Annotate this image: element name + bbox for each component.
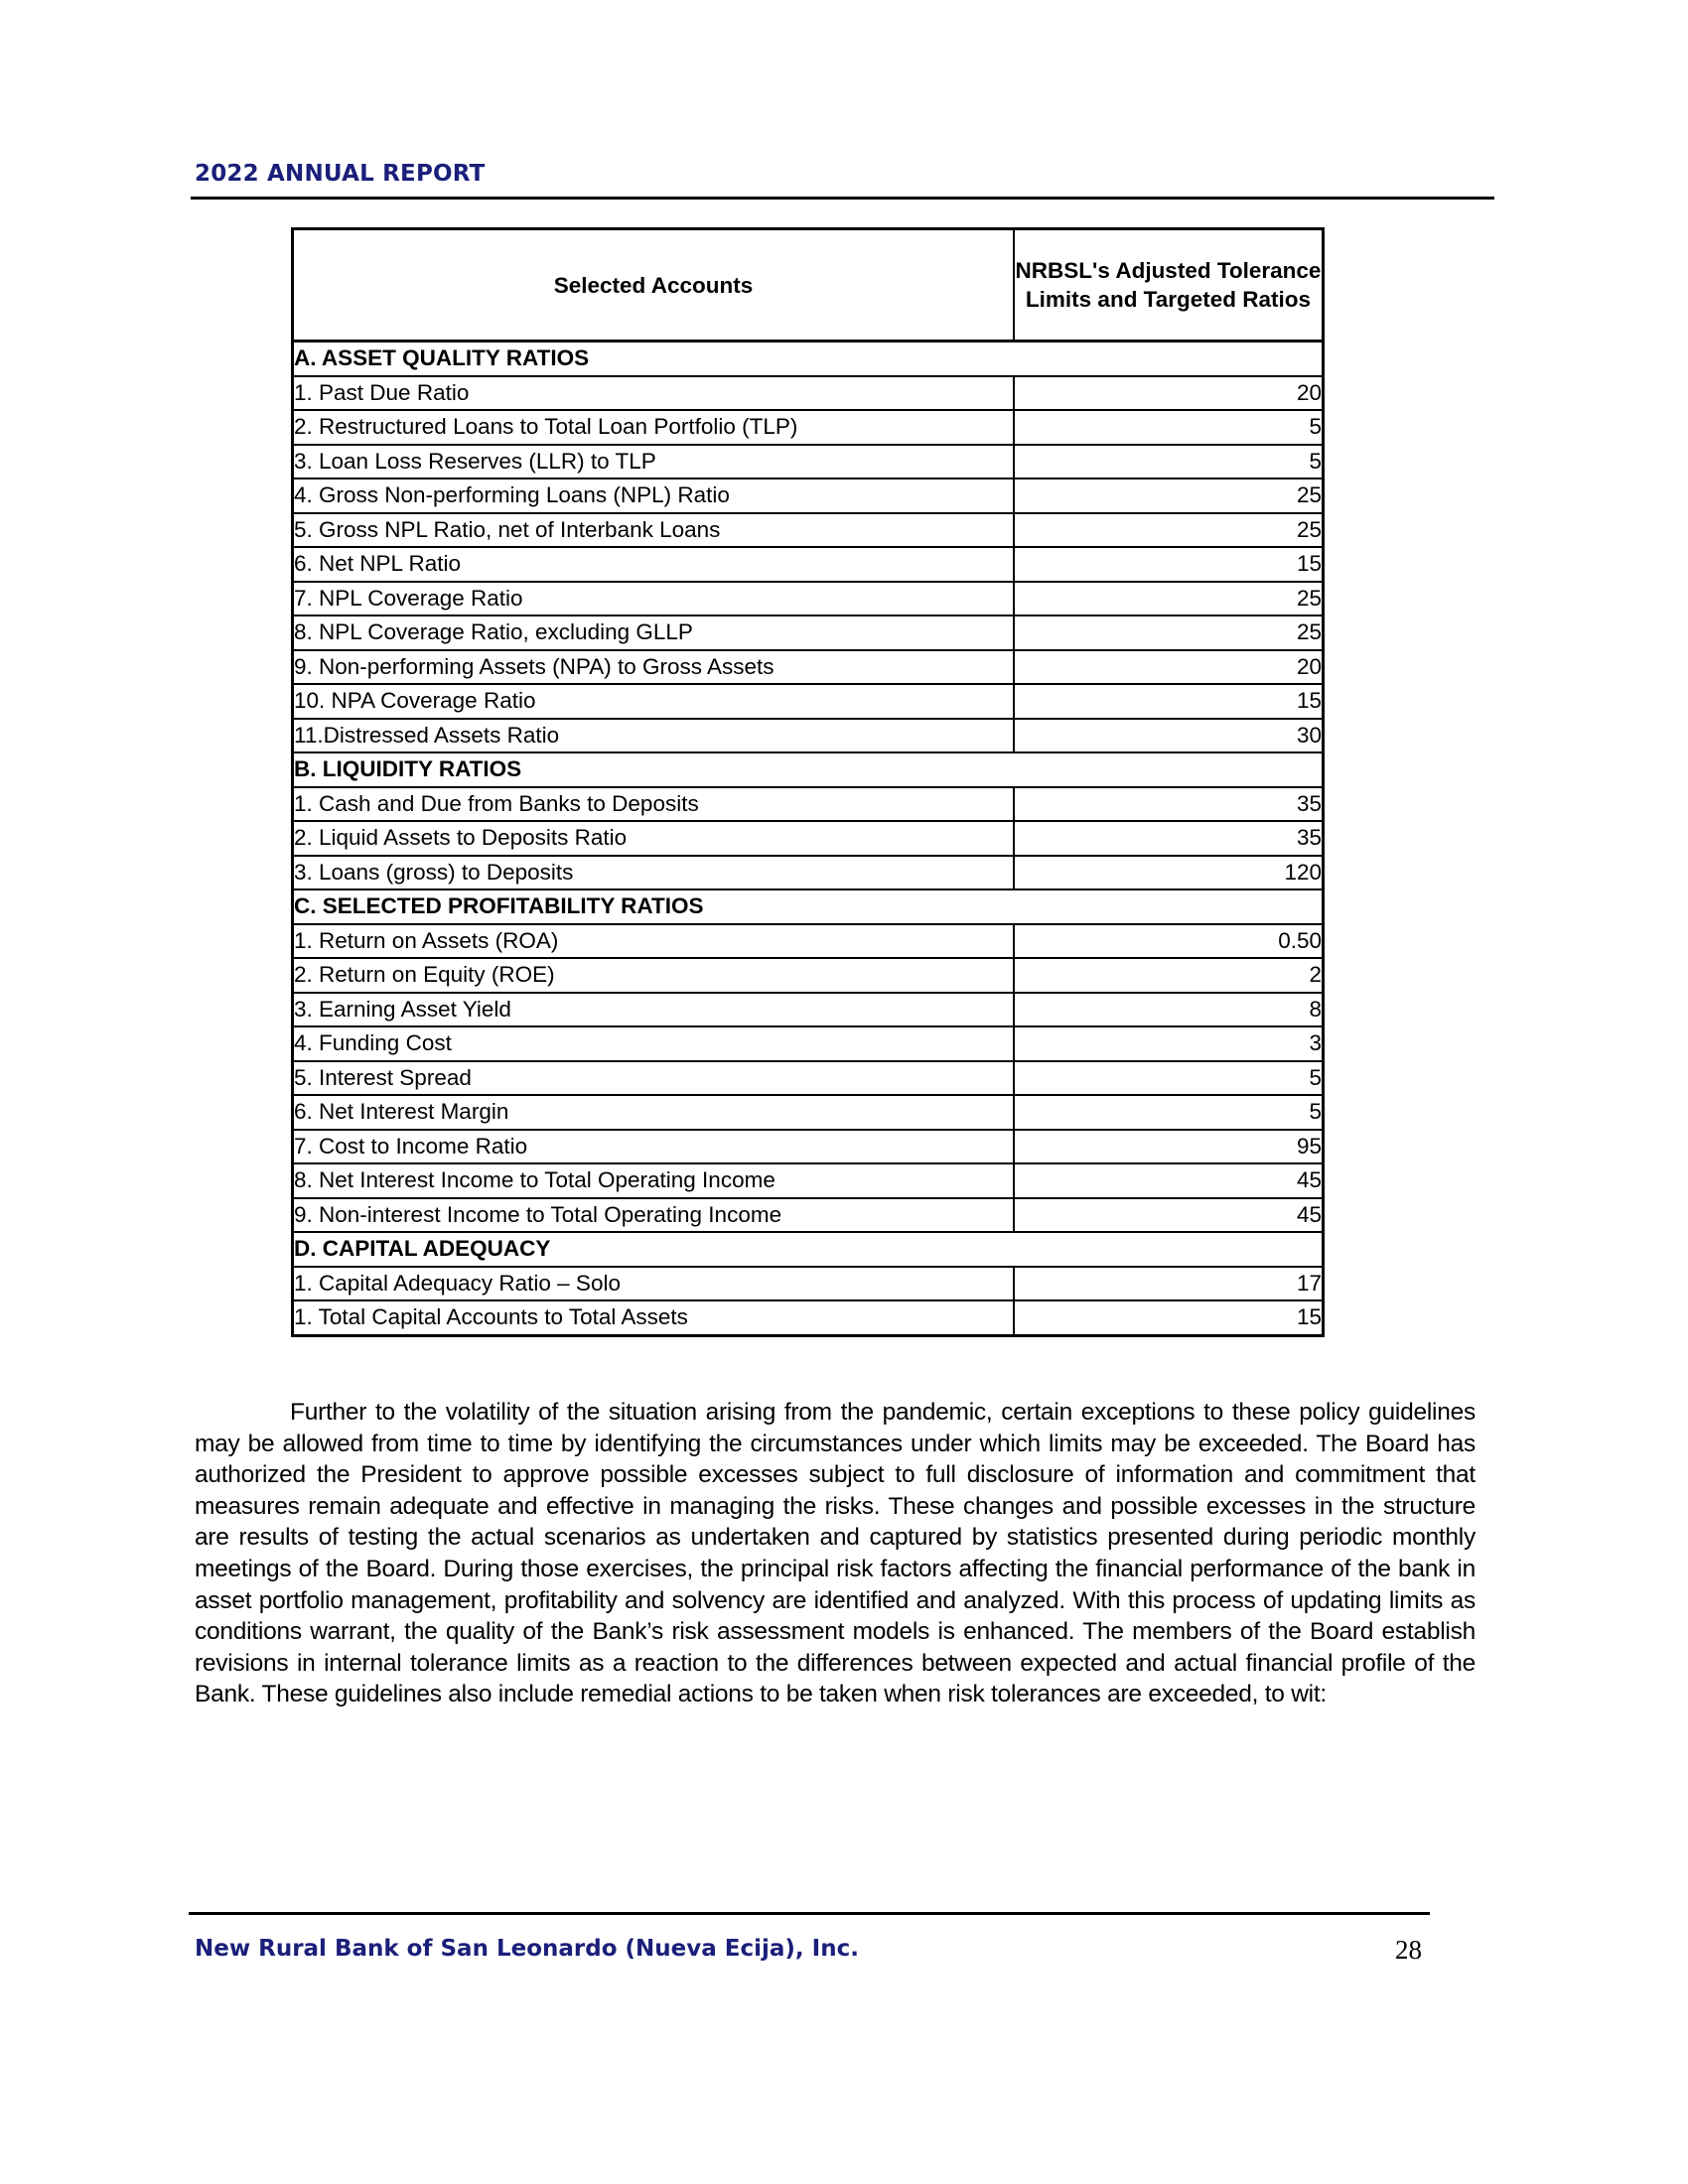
table-row: [293, 787, 1324, 822]
limit-value: 0.50: [1014, 924, 1324, 959]
tolerance-limits-table: [291, 227, 1325, 1337]
section-heading: A. ASSET QUALITY RATIOS: [293, 341, 1324, 376]
section-heading: C. SELECTED PROFITABILITY RATIOS: [293, 889, 1324, 924]
section-row: [293, 1232, 1324, 1267]
table-row: [293, 1163, 1324, 1198]
limit-value: 35: [1014, 821, 1324, 856]
limit-value: 17: [1014, 1267, 1324, 1301]
table-row: [293, 582, 1324, 616]
column-header-selected-accounts: Selected Accounts: [293, 229, 1015, 341]
limit-value: 45: [1014, 1198, 1324, 1233]
limit-value: 15: [1014, 1300, 1324, 1335]
account-label: 4. Funding Cost: [293, 1026, 1015, 1061]
limit-value: 8: [1014, 993, 1324, 1027]
footer-divider: [189, 1912, 1430, 1915]
limit-value: 5: [1014, 1061, 1324, 1096]
account-label: 9. Non-interest Income to Total Operating Income: [293, 1198, 1015, 1233]
limit-value: 15: [1014, 684, 1324, 719]
table-row: [293, 1300, 1324, 1335]
account-label: 9. Non-performing Assets (NPA) to Gross Assets: [293, 650, 1015, 685]
table-row: [293, 615, 1324, 650]
table-row: [293, 821, 1324, 856]
table-row: [293, 547, 1324, 582]
limit-value: 120: [1014, 856, 1324, 890]
limit-value: 25: [1014, 615, 1324, 650]
limit-value: 25: [1014, 478, 1324, 513]
account-label: 5. Gross NPL Ratio, net of Interbank Loans: [293, 513, 1015, 548]
account-label: 3. Loans (gross) to Deposits: [293, 856, 1015, 890]
account-label: 7. NPL Coverage Ratio: [293, 582, 1015, 616]
table-row: [293, 513, 1324, 548]
table-row: [293, 924, 1324, 959]
account-label: 11.Distressed Assets Ratio: [293, 719, 1015, 753]
footer-bank-name: New Rural Bank of San Leonardo (Nueva Ecija), Inc.: [195, 1936, 859, 1962]
limit-value: 2: [1014, 958, 1324, 993]
table-row: [293, 958, 1324, 993]
account-label: 1. Total Capital Accounts to Total Assets: [293, 1300, 1015, 1335]
column-header-tolerance-limits: NRBSL's Adjusted Tolerance Limits and Targeted Ratios: [1014, 229, 1324, 341]
section-heading: B. LIQUIDITY RATIOS: [293, 752, 1324, 787]
table-row: [293, 376, 1324, 411]
limit-value: 5: [1014, 445, 1324, 479]
report-header-title: 2022 ANNUAL REPORT: [195, 161, 486, 187]
limit-value: 5: [1014, 410, 1324, 445]
account-label: 1. Return on Assets (ROA): [293, 924, 1015, 959]
limit-value: 45: [1014, 1163, 1324, 1198]
limit-value: 35: [1014, 787, 1324, 822]
section-heading: D. CAPITAL ADEQUACY: [293, 1232, 1324, 1267]
account-label: 2. Liquid Assets to Deposits Ratio: [293, 821, 1015, 856]
limit-value: 25: [1014, 582, 1324, 616]
table-row: [293, 478, 1324, 513]
account-label: 2. Return on Equity (ROE): [293, 958, 1015, 993]
page-number: 28: [1395, 1935, 1422, 1965]
account-label: 10. NPA Coverage Ratio: [293, 684, 1015, 719]
account-label: 8. Net Interest Income to Total Operating Income: [293, 1163, 1015, 1198]
account-label: 6. Net NPL Ratio: [293, 547, 1015, 582]
table-row: [293, 684, 1324, 719]
body-paragraph: Further to the volatility of the situation arising from the pandemic, certain exceptions to these policy guidelines may be allowed from time to time by identifying the circumstances under which limits may be exceeded. The Board has authorized the President to approve possible excesses subject to full disclosure of information and commitment that measures remain adequate and effective in managing the risks. These changes and possible excesses in the structure are results of testing the actual scenarios as undertaken and captured by statistics presented during periodic monthly meetings of the Board. During those exercises, the principal risk factors affecting the financial performance of the bank in asset portfolio management, profitability and solvency are identified and analyzed. With this process of updating limits as conditions warrant, the quality of the Bank’s risk assessment models is enhanced. The members of the Board establish revisions in internal tolerance limits as a reaction to the differences between expected and actual financial profile of the Bank. These guidelines also include remedial actions to be taken when risk tolerances are exceeded, to wit:: [195, 1399, 1476, 1708]
table-row: [293, 1061, 1324, 1096]
limit-value: 20: [1014, 650, 1324, 685]
limit-value: 15: [1014, 547, 1324, 582]
section-row: [293, 341, 1324, 376]
account-label: 3. Loan Loss Reserves (LLR) to TLP: [293, 445, 1015, 479]
account-label: 1. Cash and Due from Banks to Deposits: [293, 787, 1015, 822]
limit-value: 3: [1014, 1026, 1324, 1061]
table-body: [293, 341, 1324, 1336]
table-row: [293, 1130, 1324, 1164]
section-row: [293, 889, 1324, 924]
table-header-row: [293, 229, 1324, 341]
account-label: 5. Interest Spread: [293, 1061, 1015, 1096]
header-divider: [191, 197, 1494, 200]
table-row: [293, 1026, 1324, 1061]
limit-value: 5: [1014, 1095, 1324, 1130]
limit-value: 30: [1014, 719, 1324, 753]
account-label: 1. Past Due Ratio: [293, 376, 1015, 411]
table-row: [293, 993, 1324, 1027]
account-label: 4. Gross Non-performing Loans (NPL) Ratio: [293, 478, 1015, 513]
table-row: [293, 650, 1324, 685]
section-row: [293, 752, 1324, 787]
table-row: [293, 1198, 1324, 1233]
account-label: 7. Cost to Income Ratio: [293, 1130, 1015, 1164]
table-row: [293, 445, 1324, 479]
account-label: 6. Net Interest Margin: [293, 1095, 1015, 1130]
table-row: [293, 1095, 1324, 1130]
account-label: 8. NPL Coverage Ratio, excluding GLLP: [293, 615, 1015, 650]
limit-value: 95: [1014, 1130, 1324, 1164]
limit-value: 25: [1014, 513, 1324, 548]
limit-value: 20: [1014, 376, 1324, 411]
table-row: [293, 856, 1324, 890]
account-label: 3. Earning Asset Yield: [293, 993, 1015, 1027]
account-label: 1. Capital Adequacy Ratio – Solo: [293, 1267, 1015, 1301]
account-label: 2. Restructured Loans to Total Loan Portfolio (TLP): [293, 410, 1015, 445]
table-row: [293, 719, 1324, 753]
table-row: [293, 1267, 1324, 1301]
table-row: [293, 410, 1324, 445]
